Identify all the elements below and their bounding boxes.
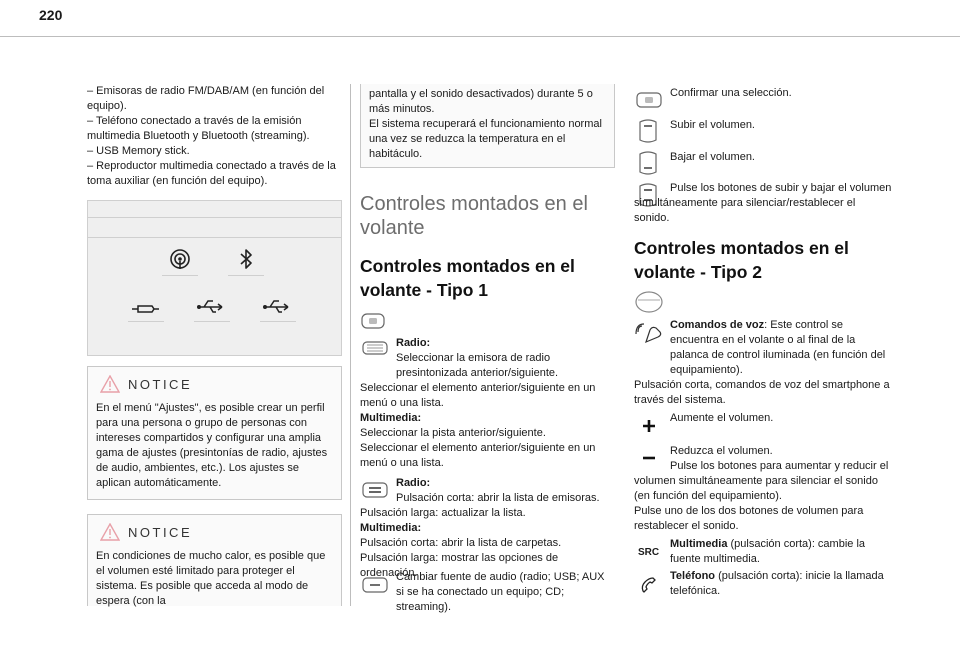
- warning-triangle-icon: [100, 523, 120, 541]
- warning-triangle-icon: [100, 375, 120, 393]
- notice-text: En condiciones de mucho calor, es posible que el volumen esté limitado para proteger el sistema. Es posible que acceda al modo de espera (con la: [96, 550, 326, 607]
- radio-text: Pulsación larga: actualizar la lista.: [360, 507, 526, 519]
- voice-text: : Este control se encuentra en el volante o al final de la palanca de control iluminada (en función del equipamiento).: [670, 319, 886, 376]
- multimedia-sources-figure: [87, 200, 342, 356]
- radio-icon: [168, 247, 192, 271]
- src-text: (pulsación corta): cambie la fuente multimedia.: [670, 538, 866, 565]
- volume-down-text: Reduzca el volumen.: [670, 445, 773, 457]
- radio-label: Radio:: [396, 337, 431, 349]
- multimedia-text: Seleccionar el elemento anterior/siguiente en un menú o una lista.: [360, 442, 596, 469]
- phone-label: Teléfono: [670, 570, 716, 582]
- section-title: Controles montados en el volante: [360, 193, 588, 239]
- voice-label: Comandos de voz: [670, 319, 765, 331]
- volume-down-button-icon: [634, 150, 662, 176]
- source-list: [87, 84, 342, 189]
- plus-icon: [641, 418, 657, 434]
- volume-down-text: Bajar el volumen.: [670, 151, 755, 163]
- subsection-title: Controles montados en el volante - Tipo 1: [360, 256, 575, 300]
- mute-text: Pulse los botones de subir y bajar el volumen simultáneamente para silenciar/restablecer el sonido.: [634, 182, 892, 224]
- list-item: – Reproductor multimedia conectado a través de la toma auxiliar (en función del equipo).: [87, 160, 336, 187]
- radio-text: Seleccionar la emisora de radio presintonizada anterior/siguiente.: [396, 352, 559, 379]
- notice-box: [87, 514, 342, 606]
- radio-text: Pulsación corta: abrir la lista de emisoras.: [396, 492, 600, 504]
- mute-text: Pulse los botones para aumentar y reducir el volumen simultáneamente para silenciar el sonido (en función del equipamiento).: [634, 460, 889, 502]
- subsection-title: Controles montados en el volante - Tipo 2: [634, 238, 849, 282]
- multimedia-label: Multimedia:: [360, 412, 422, 424]
- notice-title: NOTICE: [128, 376, 193, 392]
- notice-continued-text: pantalla y el sonido desactivados) durante 5 o más minutos. El sistema recuperará el funcionamiento normal una vez se reduzca la temperatura en el habitáculo.: [369, 88, 602, 160]
- phone-text: (pulsación corta): inicie la llamada telefónica.: [670, 570, 884, 597]
- notice-box: [87, 366, 342, 500]
- notice-text: En el menú "Ajustes", es posible crear un perfil para una persona o grupo de personas con intereses compartidos y configurar una amplia gama de ajustes (presintonías de radio, ajustes de audio, ambientes, etc.). Los ajustes se aplican automáticamente.: [96, 402, 328, 489]
- volume-up-button-icon: [634, 118, 662, 144]
- mute-text: Pulse uno de los dos botones de volumen para restablecer el sonido.: [634, 505, 864, 532]
- thumbwheel-icon: [360, 339, 390, 357]
- source-button-icon: [360, 574, 390, 596]
- header-rule: [0, 36, 960, 37]
- notice-continued: [360, 84, 615, 168]
- multimedia-text: Seleccionar la pista anterior/siguiente.: [360, 427, 546, 439]
- usb-icon: [196, 297, 226, 317]
- wheel-button-icon: [360, 312, 386, 330]
- multimedia-text: Pulsación corta: abrir la lista de carpetas.: [360, 537, 562, 549]
- column-divider: [350, 84, 351, 606]
- volume-up-text: Subir el volumen.: [670, 119, 755, 131]
- list-item: – Teléfono conectado a través de la emisión multimedia Bluetooth y Bluetooth (streaming).: [87, 115, 310, 142]
- confirm-button-icon: [634, 90, 664, 110]
- src-label: Multimedia: [670, 538, 728, 550]
- voice-text: Pulsación corta, comandos de voz del smartphone a través del sistema.: [634, 379, 890, 406]
- page-number: 220: [39, 7, 63, 23]
- list-button-icon: [360, 480, 390, 500]
- aux-jack-icon: [130, 297, 160, 317]
- volume-up-text: Aumente el volumen.: [670, 412, 774, 424]
- radio-label: Radio:: [396, 477, 431, 489]
- list-item: – Emisoras de radio FM/DAB/AM (en función del equipo).: [87, 85, 325, 112]
- notice-title: NOTICE: [128, 524, 193, 540]
- confirm-text: Confirmar una selección.: [670, 87, 792, 99]
- usb-icon: [262, 297, 292, 317]
- multimedia-text: Pulsación larga: mostrar las opciones de ordenación.: [360, 552, 559, 579]
- src-icon: SRC: [638, 547, 660, 558]
- bluetooth-icon: [236, 247, 256, 271]
- radio-text: Seleccionar el elemento anterior/siguiente en un menú o una lista.: [360, 382, 596, 409]
- list-item: – USB Memory stick.: [87, 145, 190, 157]
- multimedia-label: Multimedia:: [360, 522, 422, 534]
- source-text: Cambiar fuente de audio (radio; USB; AUX si se ha conectado un equipo; CD; streaming).: [396, 571, 605, 613]
- steering-wheel-icon: [634, 290, 664, 314]
- phone-icon: [640, 576, 658, 594]
